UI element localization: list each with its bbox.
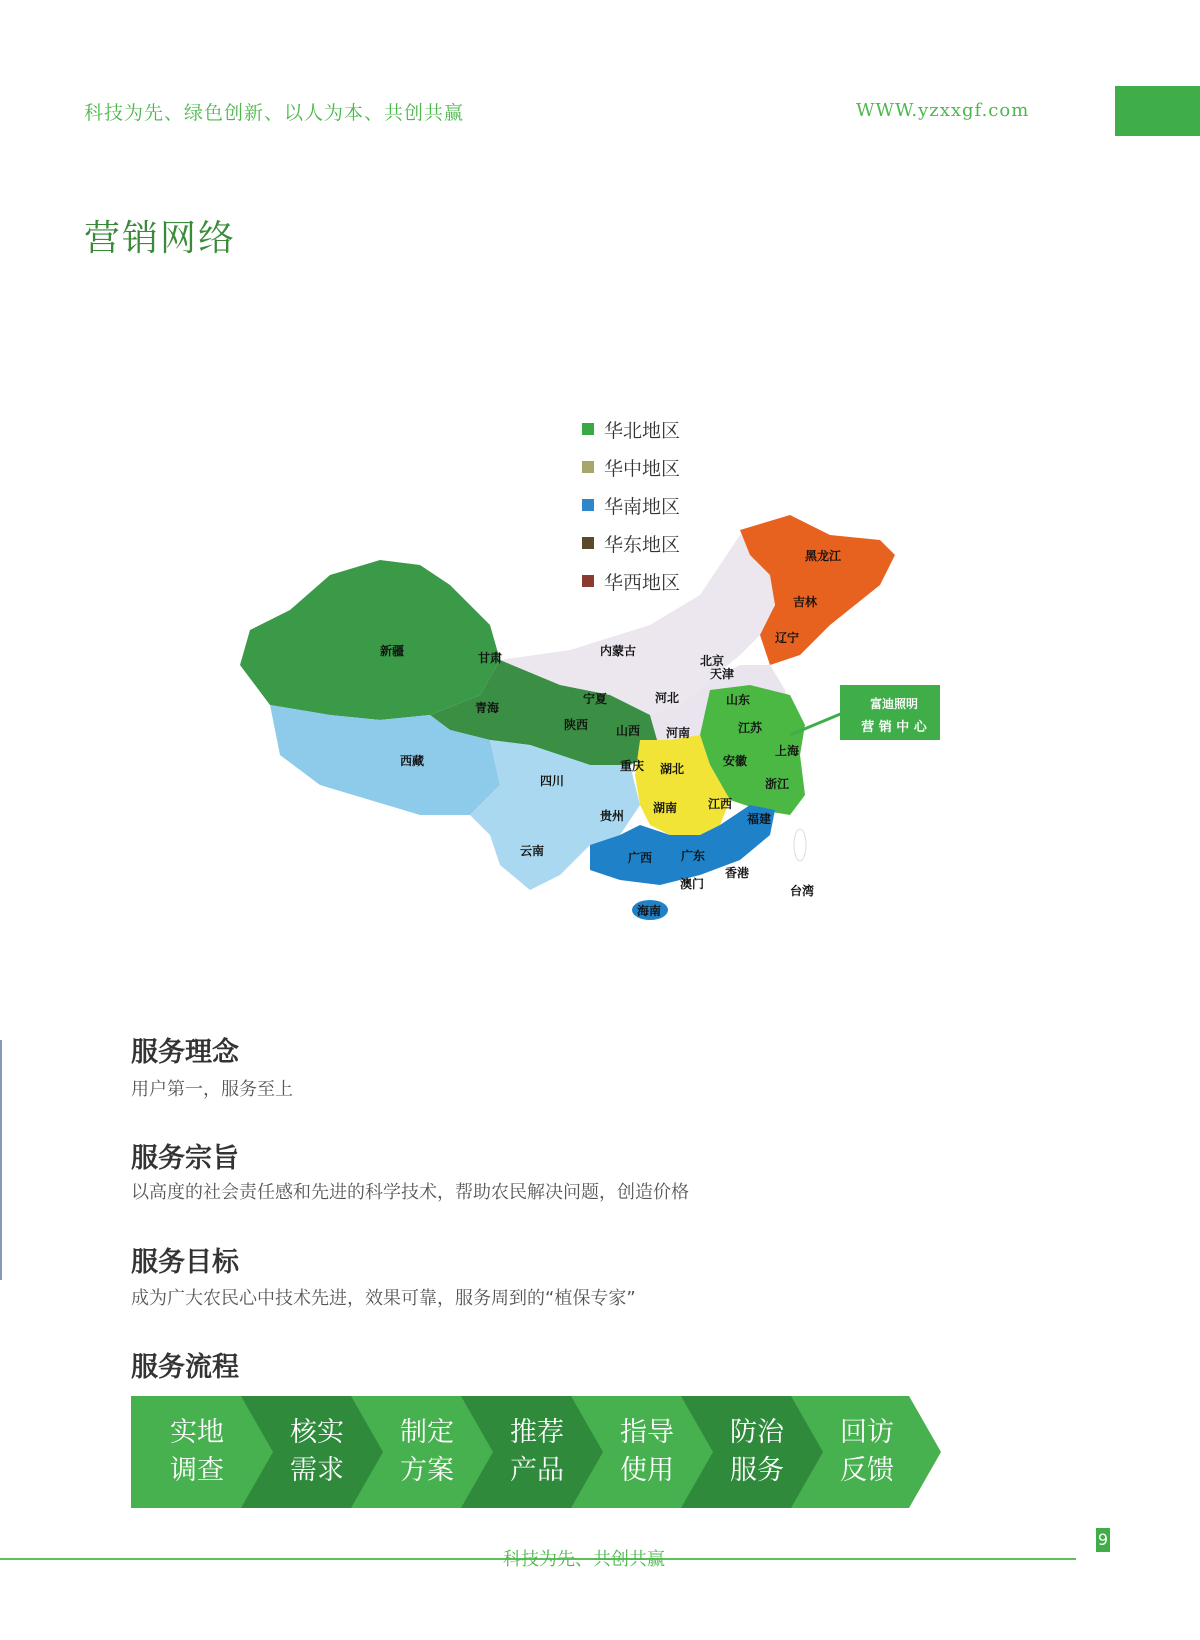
header-url[interactable]: WWW.yzxxgf.com (856, 100, 1030, 121)
section-heading-philosophy: 服务理念 (131, 1037, 239, 1068)
label-hainan: 海南 (637, 904, 662, 918)
flow-step-line2: 反馈 (840, 1455, 894, 1486)
footer-slogan: 科技为先、共创共赢 (503, 1549, 665, 1570)
label-ningxia: 宁夏 (583, 692, 608, 706)
section-text-philosophy: 用户第一，服务至上 (131, 1079, 293, 1100)
label-xinjiang: 新疆 (380, 644, 405, 658)
flow-step-line2: 需求 (290, 1455, 344, 1486)
label-guangdong: 广东 (681, 849, 706, 863)
label-yunnan: 云南 (520, 844, 545, 858)
label-shanghai: 上海 (775, 744, 800, 758)
label-taiwan: 台湾 (790, 884, 815, 898)
marketing-center-label: 营 销 中 心 (861, 720, 927, 735)
marketing-center-brand: 富迪照明 (869, 697, 919, 711)
label-guangxi: 广西 (628, 851, 653, 865)
label-jiangxi: 江西 (708, 797, 733, 811)
page-title: 营销网络 (84, 218, 237, 259)
label-gansu: 甘肃 (478, 651, 503, 665)
label-shanxi: 山西 (616, 724, 641, 738)
page-number: 9 (1096, 1528, 1110, 1552)
legend-item (582, 448, 680, 486)
label-inner-mongolia: 内蒙古 (600, 644, 637, 658)
label-zhejiang: 浙江 (765, 777, 790, 791)
legend-label: 华中地区 (604, 457, 681, 480)
legend-swatch (582, 499, 594, 511)
flow-step-line2: 服务 (730, 1455, 784, 1486)
header-slogan: 科技为先、绿色创新、以人为本、共创共赢 (84, 102, 465, 124)
section-text-goal: 成为广大农民心中技术先进，效果可靠，服务周到的“植保专家” (131, 1288, 636, 1309)
flow-step-line1: 防治 (730, 1417, 784, 1448)
legend-item (582, 410, 680, 448)
flow-step (791, 1396, 941, 1508)
label-qinghai: 青海 (475, 701, 500, 715)
section-heading-goal: 服务目标 (131, 1247, 239, 1278)
section-text-tenet: 以高度的社会责任感和先进的科学技术，帮助农民解决问题，创造价格 (131, 1182, 689, 1203)
label-shandong: 山东 (726, 693, 751, 707)
label-liaoning: 辽宁 (775, 631, 800, 645)
flow-step-line1: 回访 (840, 1417, 894, 1448)
legend-swatch (582, 423, 594, 435)
label-hebei: 河北 (655, 691, 680, 705)
label-henan: 河南 (666, 726, 691, 740)
legend-swatch (582, 461, 594, 473)
corner-accent (1115, 86, 1200, 136)
section-heading-process: 服务流程 (131, 1352, 239, 1383)
legend-label: 华北地区 (604, 419, 681, 442)
label-tibet: 西藏 (400, 754, 425, 768)
label-tianjin: 天津 (710, 667, 735, 681)
label-guizhou: 贵州 (600, 809, 625, 823)
label-anhui: 安徽 (723, 754, 748, 768)
label-hunan: 湖南 (653, 801, 678, 815)
label-jilin: 吉林 (793, 595, 818, 609)
china-map (230, 515, 940, 975)
flow-step-line1: 实地 (170, 1417, 224, 1448)
flow-step-line1: 指导 (620, 1417, 674, 1448)
legend-label: 华东地区 (604, 533, 681, 556)
label-beijing: 北京 (700, 654, 725, 668)
flow-step-line1: 核实 (290, 1417, 344, 1448)
label-macau: 澳门 (680, 877, 705, 891)
label-shaanxi: 陕西 (564, 718, 589, 732)
flow-step-line2: 使用 (620, 1455, 674, 1486)
region-taiwan (794, 829, 806, 861)
left-edge-bar (0, 1040, 2, 1280)
label-heilongjiang: 黑龙江 (805, 549, 842, 563)
label-jiangsu: 江苏 (738, 721, 763, 735)
flow-step-line1: 推荐 (510, 1417, 564, 1448)
flow-step-line2: 调查 (170, 1455, 224, 1486)
flow-step-line2: 方案 (400, 1455, 454, 1486)
label-sichuan: 四川 (540, 774, 565, 788)
section-heading-tenet: 服务宗旨 (131, 1143, 239, 1174)
label-chongqing: 重庆 (620, 759, 645, 773)
legend-label: 华南地区 (604, 495, 681, 518)
label-fujian: 福建 (747, 812, 772, 826)
label-hongkong: 香港 (725, 866, 750, 880)
legend-label: 华西地区 (604, 571, 681, 594)
region-xinjiang (240, 560, 503, 720)
flow-step-line1: 制定 (400, 1417, 454, 1448)
label-hubei: 湖北 (660, 762, 685, 776)
flow-step-line2: 产品 (510, 1455, 564, 1486)
